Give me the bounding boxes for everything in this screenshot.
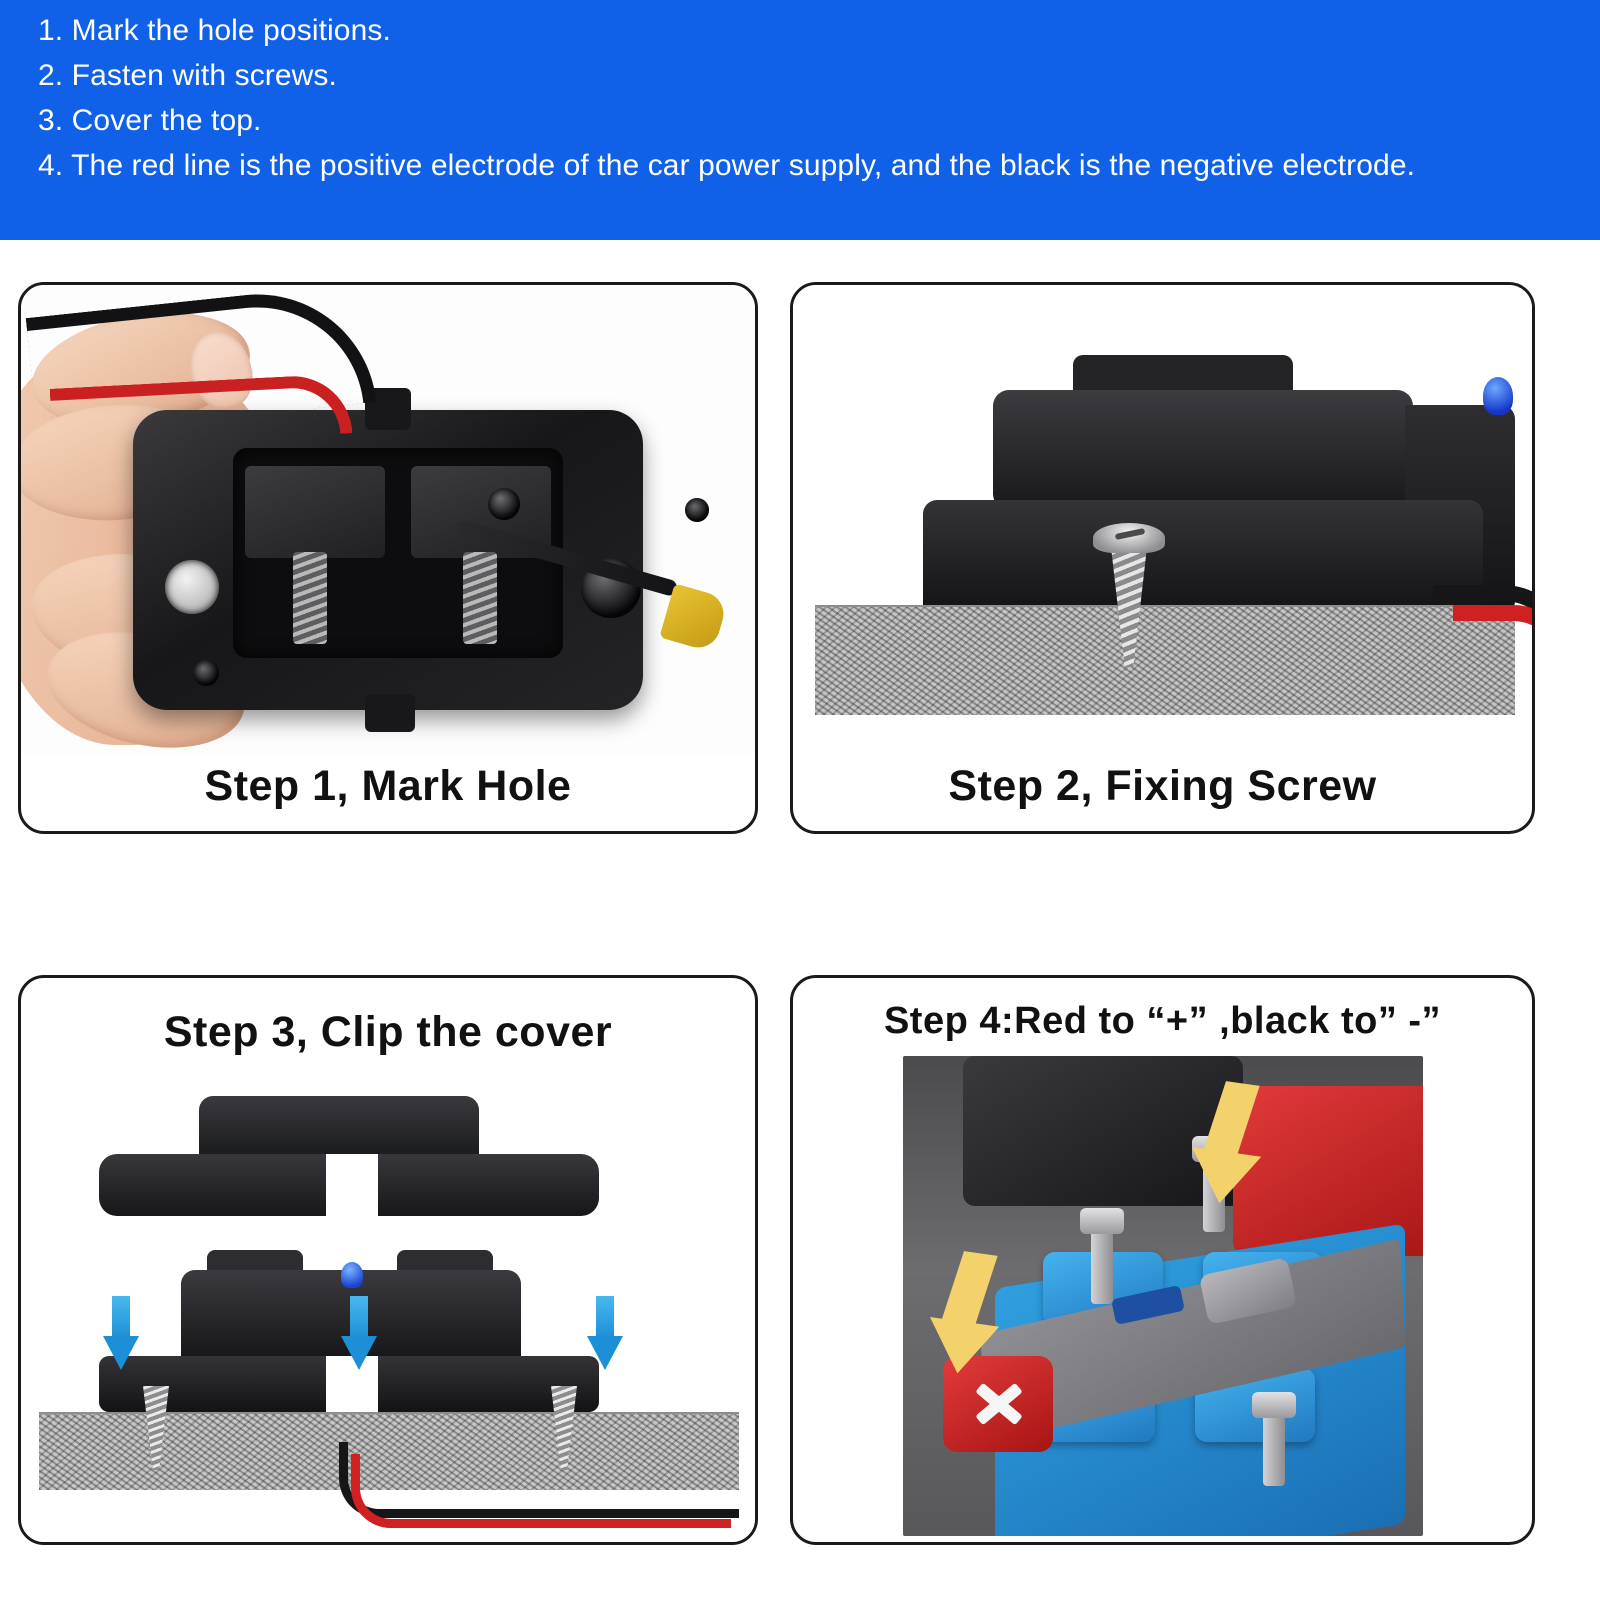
terminal-block [245,466,385,558]
down-arrow-icon [341,1296,377,1370]
spring [463,552,497,644]
down-arrow-icon [587,1296,623,1370]
bracket-tab-bottom [365,694,415,732]
positive-wire [351,1454,731,1528]
instructions-banner [0,0,1600,240]
screw-hole [685,498,709,522]
spring [293,552,327,644]
instruction-line-4: 4. The red line is the positive electrode of the car power supply, and the black is the negative electrode. [38,149,1416,182]
instruction-line-2: 2. Fasten with screws. [38,59,337,92]
positive-wire [1453,605,1532,735]
step-3-caption: Step 3, Clip the cover [163,1008,613,1056]
instruction-line-3: 3. Cover the top. [38,104,262,137]
step-1-photo [21,285,755,755]
step-3-photo [21,1074,755,1544]
step-4-card [790,975,1535,1545]
screw-head [1093,523,1165,553]
bolt [1091,1224,1113,1304]
bolt-nut [1252,1392,1296,1418]
bolt-nut [1080,1208,1124,1234]
cover-notch [326,1154,378,1216]
cover-cap [199,1096,479,1158]
step-4-illustration [903,1056,1423,1536]
screw-hole [193,660,219,686]
step-1-card [18,282,758,834]
down-arrow-icon [103,1296,139,1370]
instruction-line-1: 1. Mark the hole positions. [38,14,391,47]
step-2-caption: Step 2, Fixing Screw [948,762,1377,810]
housing-upper [993,390,1413,510]
step-4-caption: Step 4:Red to “+” ,black to” -” [883,1000,1442,1042]
step-3-card [18,975,758,1545]
bolt [1263,1406,1285,1486]
step-2-photo [793,285,1532,755]
step-2-card [790,282,1535,834]
bracket-cavity [233,448,563,658]
mounting-panel [815,605,1515,715]
led-indicator [341,1262,363,1288]
screw-hole [165,560,219,614]
screw-hole [488,488,520,520]
led-indicator [1483,377,1513,415]
step-1-caption: Step 1, Mark Hole [204,762,572,810]
housing-base [923,500,1483,610]
